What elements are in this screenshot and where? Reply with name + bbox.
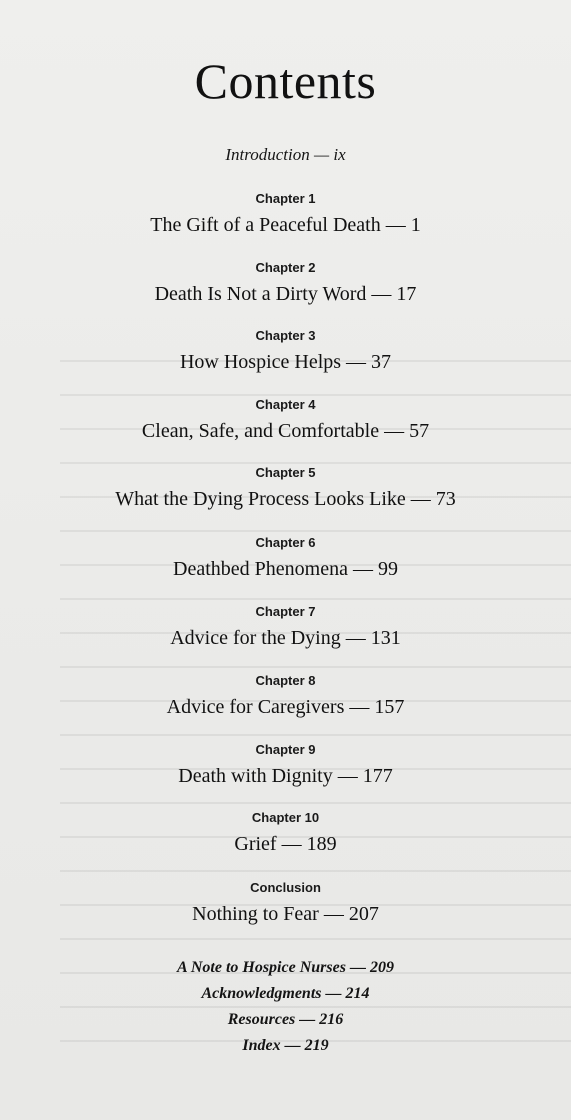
chapter-entry: Grief — 189 (234, 833, 337, 855)
page-title: Contents (194, 53, 377, 109)
toc-back-matter-acknowledgments: Acknowledgments — 214 (201, 985, 370, 1002)
chapter-label: Chapter 10 (251, 810, 320, 825)
chapter-entry: Clean, Safe, and Comfortable — 57 (141, 420, 430, 442)
chapter-entry: Deathbed Phenomena — 99 (173, 558, 398, 580)
chapter-entry: Death Is Not a Dirty Word — 17 (154, 283, 417, 305)
chapter-label: Chapter 4 (255, 397, 316, 412)
toc-chapter-2 (0, 260, 571, 306)
toc-chapter-5 (0, 465, 571, 511)
chapter-entry: Advice for Caregivers — 157 (166, 696, 405, 718)
chapter-label: Chapter 9 (255, 742, 316, 757)
chapter-label: Chapter 2 (255, 260, 316, 275)
toc-chapter-6 (0, 535, 571, 581)
toc-chapter-10 (0, 810, 571, 856)
chapter-entry: Advice for the Dying — 131 (170, 627, 401, 649)
toc-chapter-4 (0, 397, 571, 443)
toc-back-matter-resources: Resources — 216 (227, 1011, 344, 1028)
chapter-label: Chapter 3 (255, 328, 316, 343)
toc-back-matter-index: Index — 219 (242, 1037, 329, 1054)
chapter-label: Chapter 8 (255, 673, 316, 688)
toc-chapter-7 (0, 604, 571, 650)
chapter-label: Chapter 1 (255, 191, 316, 206)
toc-back-matter-nurses: A Note to Hospice Nurses — 209 (177, 959, 394, 976)
chapter-entry: What the Dying Process Looks Like — 73 (115, 488, 456, 510)
chapter-label: Chapter 5 (255, 465, 316, 480)
toc-chapter-3 (0, 328, 571, 374)
chapter-entry: Nothing to Fear — 207 (192, 903, 379, 925)
chapter-label: Chapter 7 (255, 604, 316, 619)
toc-chapter-1 (0, 191, 571, 237)
toc-introduction: Introduction — ix (225, 145, 346, 164)
chapter-entry: How Hospice Helps — 37 (179, 351, 392, 373)
chapter-label: Conclusion (250, 880, 321, 895)
chapter-entry: The Gift of a Peaceful Death — 1 (150, 214, 421, 236)
toc-chapter-9 (0, 742, 571, 788)
toc-conclusion (0, 880, 571, 926)
toc-chapter-8 (0, 673, 571, 719)
chapter-entry: Death with Dignity — 177 (178, 765, 393, 787)
chapter-label: Chapter 6 (255, 535, 316, 550)
